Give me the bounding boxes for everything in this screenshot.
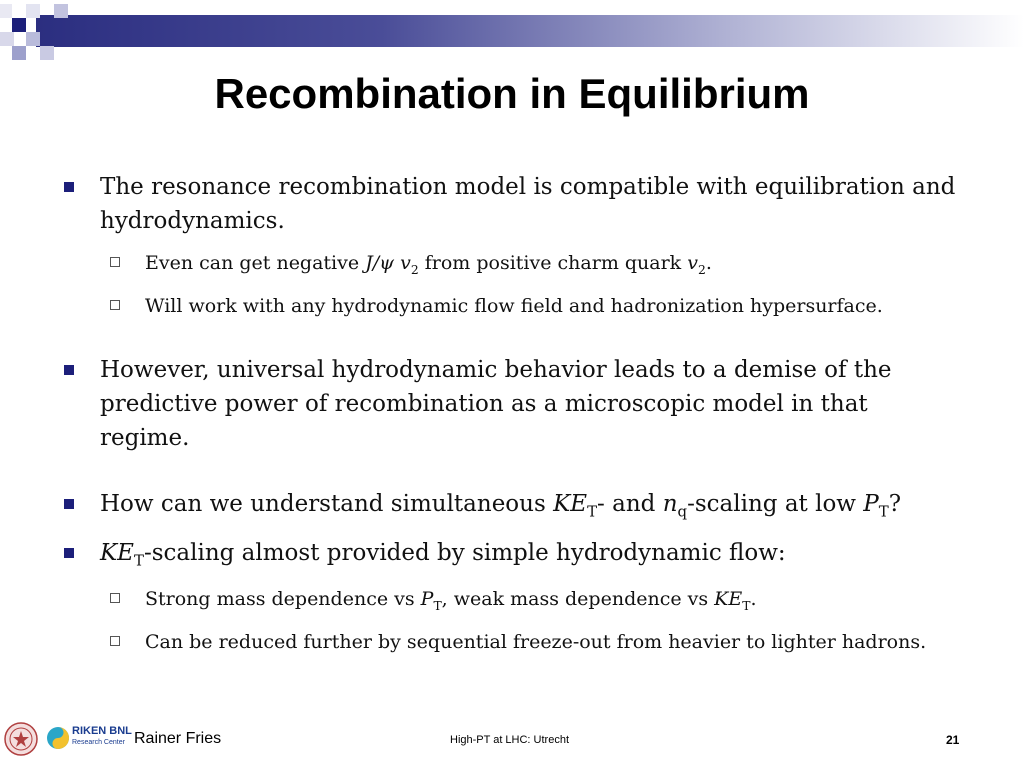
decor-square [0, 4, 12, 18]
footer-author: Rainer Fries [134, 730, 222, 747]
sub-bullet-text: Will work with any hydrodynamic flow field and hadronization hypersurface. [145, 294, 883, 317]
hollow-square-bullet-icon [110, 636, 120, 646]
sub-bullet-text: Strong mass dependence vs $P_T$, weak mass dependence vs $KE_T$. [145, 587, 757, 613]
header-decoration [0, 0, 1024, 62]
decor-square [54, 4, 68, 18]
sub-bullet-item [100, 627, 960, 657]
riken-bnl-logo-icon [46, 726, 70, 750]
bullet-item [60, 170, 960, 238]
bullet-text: The resonance recombination model is compatible with equilibration and hydrodynamics. [100, 174, 956, 234]
square-bullet-icon [64, 548, 74, 558]
riken-logo-subtext: Research Center [72, 739, 125, 746]
decor-square [26, 32, 40, 46]
decor-square [40, 46, 54, 60]
hollow-square-bullet-icon [110, 300, 120, 310]
sub-bullet-text: Can be reduced further by sequential freeze-out from heavier to lighter hadrons. [145, 630, 927, 653]
slide-content [60, 170, 960, 657]
bullet-text: $KE_T$-scaling almost provided by simple hydrodynamic flow: [100, 540, 786, 570]
page-number: 21 [946, 733, 960, 747]
square-bullet-icon [64, 182, 74, 192]
footer-conference: High-PT at LHC: Utrecht [450, 734, 570, 746]
sub-bullet-text: Even can get negative J/ψ $v_2$ from positive charm quark $v_2$. [145, 252, 712, 277]
sub-bullet-item [100, 248, 960, 285]
decor-square [26, 4, 40, 18]
slide-footer [0, 712, 1024, 768]
bullet-text: However, universal hydrodynamic behavior leads to a demise of the predictive power of recombination as a microscopic model in that regime. [100, 356, 892, 451]
university-seal-icon [4, 722, 38, 756]
decor-square [12, 18, 26, 32]
bullet-text: How can we understand simultaneous $KE_T-$ and $n_q$-scaling at low $P_T$? [100, 490, 902, 521]
decor-square [12, 46, 26, 60]
header-gradient-bar [36, 15, 1024, 47]
bullet-item [60, 487, 960, 529]
bullet-item [60, 353, 960, 455]
slide-title: Recombination in Equilibrium [214, 70, 810, 117]
bullet-item [60, 536, 960, 578]
sub-bullet-item [100, 291, 960, 321]
square-bullet-icon [64, 499, 74, 509]
sub-bullet-item [100, 584, 960, 621]
decor-square [0, 32, 14, 46]
hollow-square-bullet-icon [110, 257, 120, 267]
hollow-square-bullet-icon [110, 593, 120, 603]
riken-logo-text: RIKEN BNL [72, 725, 132, 737]
square-bullet-icon [64, 365, 74, 375]
